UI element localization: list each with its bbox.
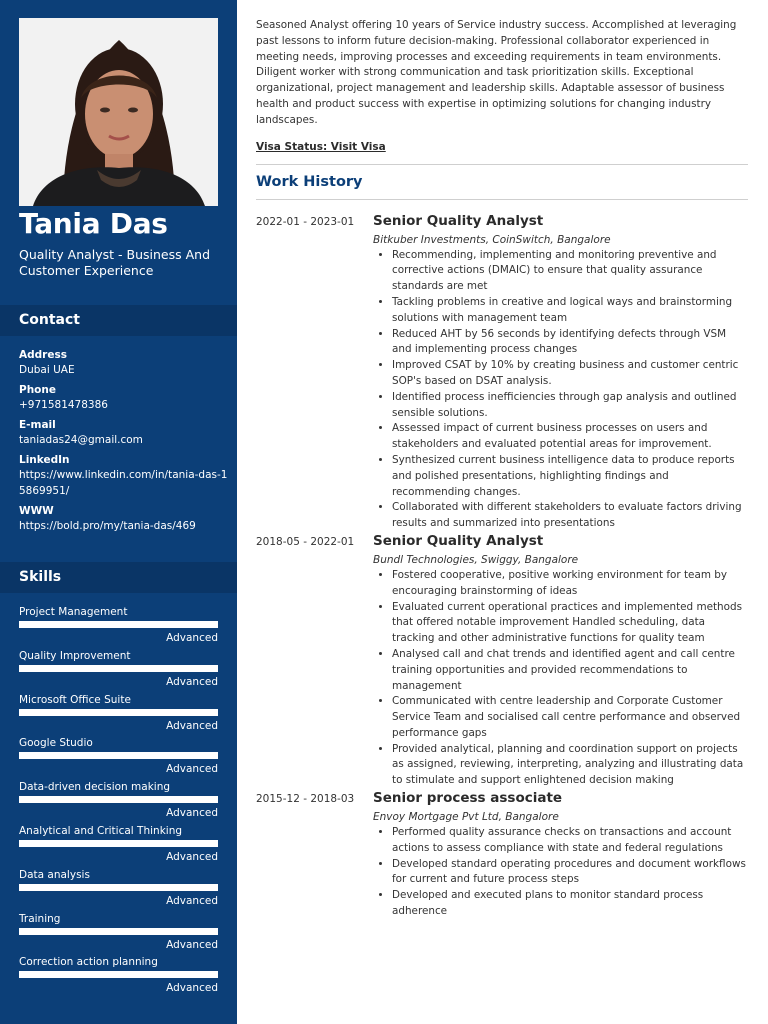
candidate-headline: Quality Analyst - Business And Customer Experience	[19, 247, 211, 278]
skill-level-fill	[19, 971, 218, 978]
skill-level-label: Advanced	[166, 763, 218, 776]
skills-list	[19, 605, 218, 999]
job-bullet-list	[373, 825, 748, 920]
skill-level-bar	[19, 621, 218, 628]
skill-name: Google Studio	[19, 737, 93, 750]
skill-level-fill	[19, 752, 218, 759]
skill-name: Microsoft Office Suite	[19, 693, 131, 706]
job-bullet: • Synthesized current business intelligence data to produce reports and polished presentations, highlighting findings and recommending changes.	[392, 453, 748, 500]
job-bullet: • Analysed call and chat trends and identified agent and call centre training opportunities and provided recommendations to management	[392, 647, 748, 694]
divider	[256, 199, 748, 200]
job-bullet: • Provided analytical, planning and coordination support on projects as assigned, reviewing, interpreting, analyzing and illustrating data to stimulate and support enlightened decision making	[392, 742, 748, 789]
skill-level-fill	[19, 665, 218, 672]
skill-level-bar	[19, 884, 218, 891]
job-dates: 2015-12 - 2018-03	[256, 793, 355, 806]
skill-item	[19, 649, 218, 693]
skill-level-bar	[19, 709, 218, 716]
job-details	[373, 532, 748, 789]
job-entry	[256, 532, 748, 789]
skill-level-label: Advanced	[166, 982, 218, 995]
skill-name: Project Management	[19, 606, 128, 618]
contact-label-address: Address	[19, 349, 67, 361]
skill-level-bar	[19, 752, 218, 759]
skills-heading: Skills	[0, 562, 237, 593]
job-company: Bundl Technologies, Swiggy, Bangalore	[373, 553, 579, 566]
job-bullet: • Collaborated with different stakeholders to evaluate factors driving results and summarized into presentations	[392, 500, 748, 532]
job-bullet: • Recommending, implementing and monitoring preventive and corrective actions (DMAIC) to ensure that quality assurance standards are met	[392, 248, 748, 295]
job-bullet: • Communicated with centre leadership and Corporate Customer Service Team and socialised call centre performance and observed performance gaps	[392, 694, 748, 741]
job-title: Senior Quality Analyst	[373, 532, 544, 549]
skill-level-fill	[19, 884, 218, 891]
job-title: Senior Quality Analyst	[373, 212, 544, 229]
job-company: Bitkuber Investments, CoinSwitch, Bangalore	[373, 233, 611, 246]
skill-item	[19, 780, 218, 824]
contact-heading: Contact	[0, 305, 237, 336]
skill-level-fill	[19, 840, 218, 847]
skill-level-label: Advanced	[166, 719, 218, 732]
job-bullet-list	[373, 568, 748, 789]
skill-item	[19, 605, 218, 649]
candidate-name: Tania Das	[19, 207, 168, 240]
skill-name: Quality Improvement	[19, 649, 131, 662]
job-bullet: • Assessed impact of current business processes on users and stakeholders and evaluated potential areas for improvement.	[392, 421, 748, 453]
profile-photo-illustration	[19, 18, 218, 206]
skill-level-label: Advanced	[166, 632, 218, 644]
skill-item	[19, 736, 218, 780]
skill-level-fill	[19, 928, 218, 935]
skill-level-fill	[19, 796, 218, 803]
job-bullet: • Reduced AHT by 56 seconds by identifying defects through VSM and implementing process changes	[392, 327, 748, 359]
skill-item	[19, 868, 218, 912]
job-title: Senior process associate	[373, 790, 563, 807]
job-bullet: • Improved CSAT by 10% by creating business and customer centric SOP's based on DSAT analysis.	[392, 358, 748, 390]
skill-name: Analytical and Critical Thinking	[19, 824, 183, 837]
professional-summary: Seasoned Analyst offering 10 years of Service industry success. Accomplished at leveraging past lessons to inform future decision-making. Professional collaborator experienced in meeting needs, improving processes and exceeding requirements in team environments. Diligent worker with strong communication and task prioritization skills. Exceptional organizational, project management and leadership skills. Adaptable assessor of business health and product success with expertise in optimizing solutions for changing industry landscapes.	[256, 19, 737, 126]
contact-value-address: Dubai UAE	[19, 364, 75, 376]
job-company: Envoy Mortgage Pvt Ltd, Bangalore	[373, 811, 559, 824]
skill-level-fill	[19, 709, 218, 716]
job-entry	[256, 212, 748, 532]
skill-level-fill	[19, 621, 218, 628]
contact-label-www: WWW	[19, 505, 54, 517]
skill-level-bar	[19, 928, 218, 935]
job-bullet: • Tackling problems in creative and logical ways and brainstorming solutions with management team	[392, 295, 748, 327]
skill-level-bar	[19, 796, 218, 803]
job-entry	[256, 789, 748, 920]
main-content	[256, 18, 748, 920]
skill-item	[19, 912, 218, 956]
skill-level-bar	[19, 665, 218, 672]
visa-status: Visa Status: Visit Visa	[256, 140, 386, 153]
profile-photo	[19, 18, 218, 206]
contact-value-phone[interactable]: +971581478386	[19, 399, 108, 411]
skill-name: Data analysis	[19, 868, 90, 881]
skill-name: Training	[19, 912, 61, 925]
job-dates: 2018-05 - 2022-01	[256, 535, 355, 548]
skill-name: Correction action planning	[19, 956, 158, 969]
work-history-heading: Work History	[256, 173, 363, 190]
skill-level-label: Advanced	[166, 675, 218, 688]
job-bullet: • Identified process inefficiencies through gap analysis and outlined sensible solutions.	[392, 390, 748, 422]
skill-name: Data-driven decision making	[19, 781, 171, 794]
contact-value-www[interactable]: https://bold.pro/my/tania-das/469	[19, 520, 196, 532]
skill-item	[19, 824, 218, 868]
job-bullet: • Developed standard operating procedures and document workflows for current and future process steps	[392, 857, 748, 889]
skill-item	[19, 955, 218, 999]
contact-value-linkedin[interactable]: https://www.linkedin.com/in/tania-das-15869951/	[19, 469, 228, 497]
skill-level-bar	[19, 840, 218, 847]
contact-label-email: E-mail	[19, 419, 56, 431]
contact-label-phone: Phone	[19, 384, 56, 396]
job-dates: 2022-01 - 2023-01	[256, 215, 355, 228]
job-details	[373, 212, 748, 532]
sidebar	[0, 0, 237, 1024]
contact-list	[19, 349, 229, 534]
skill-level-bar	[19, 971, 218, 978]
skill-level-label: Advanced	[166, 938, 218, 951]
contact-value-email[interactable]: taniadas24@gmail.com	[19, 434, 143, 446]
skill-level-label: Advanced	[166, 807, 218, 820]
skill-level-label: Advanced	[166, 894, 218, 907]
work-history-list	[256, 212, 748, 920]
job-bullet-list	[373, 248, 748, 532]
job-bullet: • Performed quality assurance checks on transactions and account actions to assess compliance with state and federal regulations	[392, 825, 748, 857]
skill-level-label: Advanced	[166, 850, 218, 863]
job-bullet: • Developed and executed plans to monitor standard process adherence	[392, 888, 748, 920]
job-bullet: • Evaluated current operational practices and implemented methods that offered notable improvement Handled scheduling, data tracking and other administrative functions for quality team	[392, 600, 748, 647]
skill-item	[19, 693, 218, 737]
contact-label-linkedin: LinkedIn	[19, 454, 70, 466]
job-bullet: • Fostered cooperative, positive working environment for team by encouraging brainstorming of ideas	[392, 568, 748, 600]
job-details	[373, 789, 748, 920]
